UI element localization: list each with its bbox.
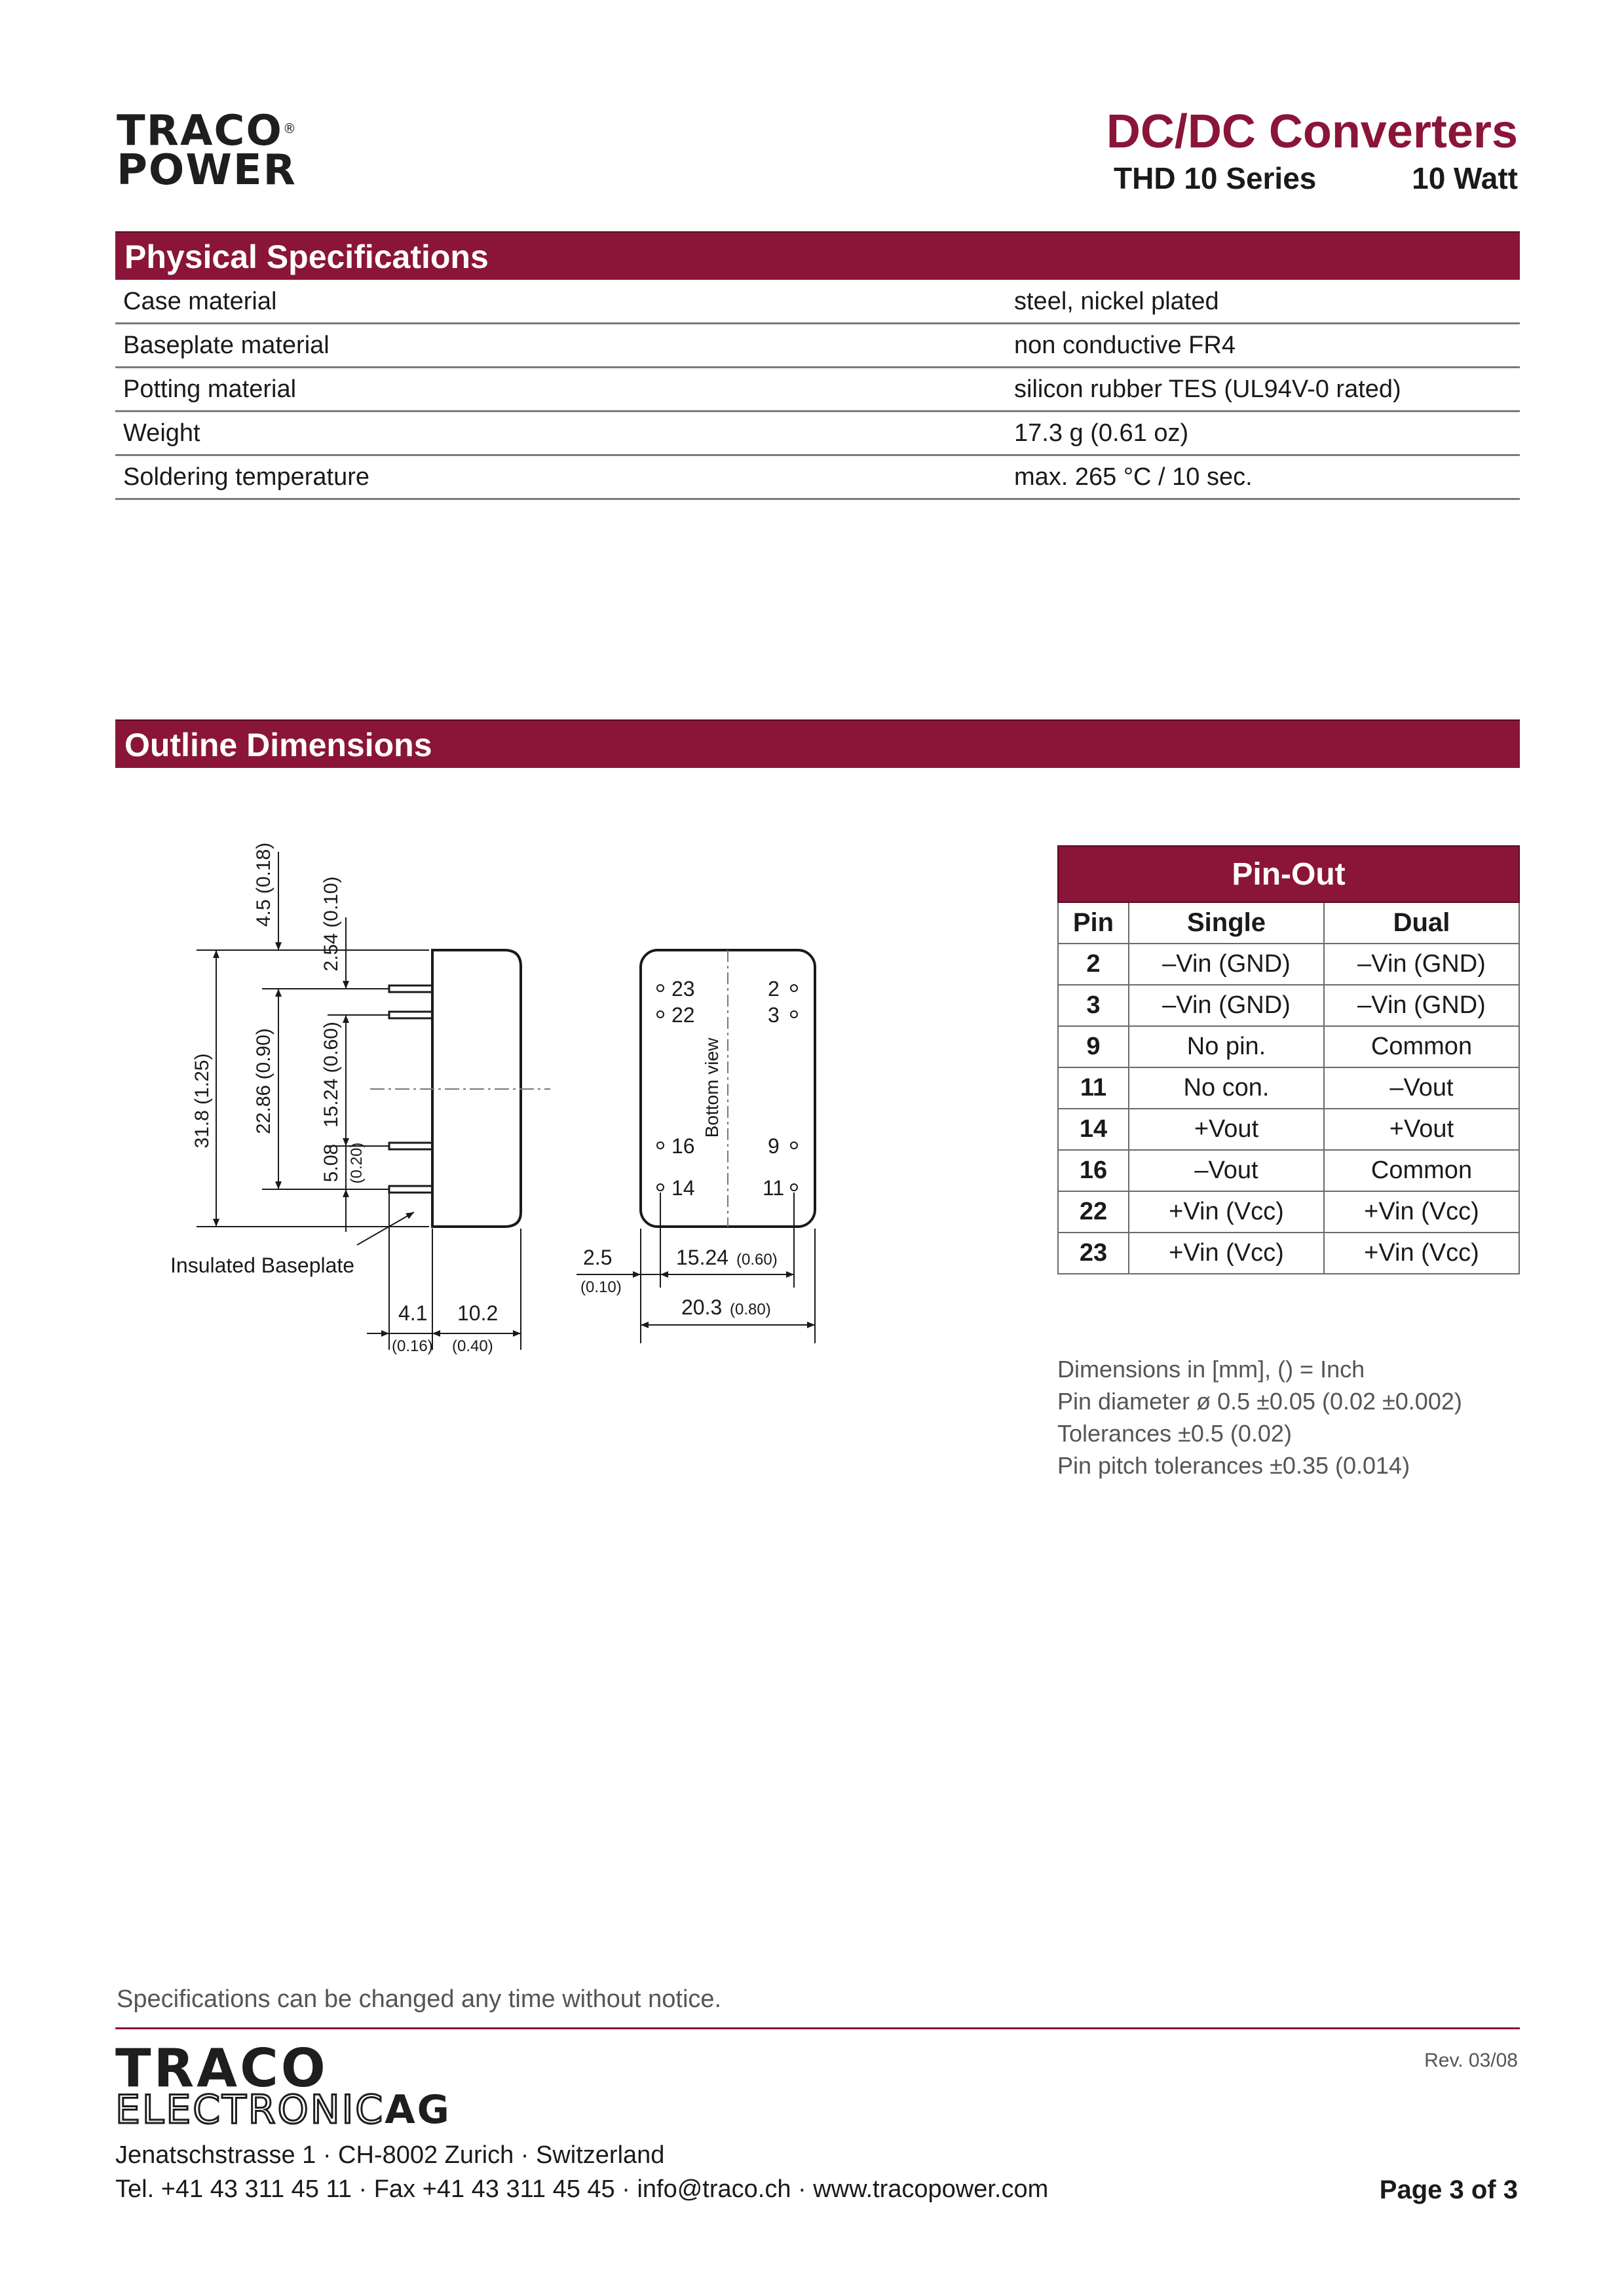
pinout-dual: Common [1324,1150,1519,1191]
pinout-col-pin: Pin [1058,902,1129,944]
pinout-single: –Vin (GND) [1129,985,1324,1026]
pinout-heading: Pin-Out [1058,846,1519,902]
pinout-panel [1057,845,1520,1274]
revision: Rev. 03/08 [1424,2050,1518,2071]
spec-value: steel, nickel plated [1006,280,1520,324]
note-line: Dimensions in [mm], () = Inch [1057,1356,1365,1383]
pinout-pin: 23 [1058,1233,1129,1274]
dim-22-86: 22.86 (0.90) [253,1028,274,1134]
dim-2-5-in: (0.10) [580,1278,622,1296]
disclaimer: Specifications can be changed any time without notice. [117,1985,722,2013]
dim-10-2-in: (0.40) [452,1337,493,1355]
insulated-baseplate-label: Insulated Baseplate [170,1253,355,1277]
pin-label-3: 3 [768,1003,780,1027]
pinout-single: +Vin (Vcc) [1129,1191,1324,1233]
dim-5-08: 5.08 [320,1143,342,1183]
dim-15-24-v: 15.24 (0.60) [320,1022,342,1128]
pinout-dual: –Vout [1324,1067,1519,1109]
dim-2-5: 2.5 [583,1246,613,1269]
pinout-pin: 14 [1058,1109,1129,1150]
dim-15-24-h-in: (0.60) [736,1251,778,1269]
outline-dimensions-heading: Outline Dimensions [115,719,1520,768]
outline-drawing [0,0,917,1409]
dim-5-08-in: (0.20) [348,1142,366,1184]
pinout-pin: 22 [1058,1191,1129,1233]
pinout-dual: –Vin (GND) [1324,985,1519,1026]
pinout-pin: 2 [1058,944,1129,985]
pinout-single: +Vin (Vcc) [1129,1233,1324,1274]
page-title: DC/DC Converters [1106,105,1518,158]
pin-label-22: 22 [671,1003,695,1027]
dim-31-8: 31.8 (1.25) [191,1053,213,1149]
pin-label-14: 14 [671,1176,695,1200]
pinout-single: No con. [1129,1067,1324,1109]
pinout-pin: 3 [1058,985,1129,1026]
pinout-dual: +Vout [1324,1109,1519,1150]
pinout-row [1058,1026,1519,1067]
pinout-table [1057,845,1520,1274]
pinout-row [1058,1150,1519,1191]
spec-label: Case material [115,280,1006,324]
pinout-dual: +Vin (Vcc) [1324,1191,1519,1233]
page-number: Page 3 of 3 [1379,2175,1518,2204]
pinout-dual: Common [1324,1026,1519,1067]
pinout-dual: –Vin (GND) [1324,944,1519,985]
dim-4-1-in: (0.16) [392,1337,433,1355]
spec-label: Soldering temperature [115,455,1006,499]
bottom-view-label: Bottom view [702,1037,722,1138]
pinout-row [1058,944,1519,985]
logo-ag: AG [385,2087,451,2133]
dim-10-2: 10.2 [457,1301,499,1325]
pin-label-11: 11 [763,1176,785,1200]
logo-line1: TRACO [117,107,283,155]
pinout-dual: +Vin (Vcc) [1324,1233,1519,1274]
pinout-pin: 11 [1058,1067,1129,1109]
spec-label: Weight [115,411,1006,455]
pinout-row [1058,1191,1519,1233]
dim-20-3-in: (0.80) [730,1301,771,1318]
traco-electronic-logo-line2 [115,2087,451,2133]
pin-label-16: 16 [671,1134,695,1158]
pin-label-23: 23 [671,977,695,1001]
pinout-single: –Vout [1129,1150,1324,1191]
power-rating: 10 Watt [1412,161,1518,195]
series-name: THD 10 Series [1114,161,1317,195]
physical-specs-heading: Physical Specifications [115,231,1520,280]
dimension-notes [1057,1353,1462,1482]
pinout-single: +Vout [1129,1109,1324,1150]
pinout-pin: 16 [1058,1150,1129,1191]
pinout-row [1058,985,1519,1026]
traco-electronic-logo-line1: TRACO [115,2038,328,2099]
dim-2-54: 2.54 (0.10) [320,876,342,972]
dim-4-1: 4.1 [398,1301,428,1325]
pinout-col-single: Single [1129,902,1324,944]
address: Jenatschstrasse 1 · CH-8002 Zurich · Switzerland [115,2141,665,2169]
spec-value: silicon rubber TES (UL94V-0 rated) [1006,368,1520,411]
spec-label: Potting material [115,368,1006,411]
spec-value: 17.3 g (0.61 oz) [1006,411,1520,455]
footer-divider [115,2027,1520,2029]
logo-line2: POWER [117,146,297,195]
pin-label-2: 2 [768,977,780,1001]
pinout-pin: 9 [1058,1026,1129,1067]
logo-electronic: ELECTRONIC [115,2087,385,2133]
pinout-row [1058,1233,1519,1274]
spec-value: non conductive FR4 [1006,324,1520,368]
pin-label-9: 9 [768,1134,780,1158]
registered-mark: ® [282,121,297,136]
spec-label: Baseplate material [115,324,1006,368]
contact-line: Tel. +41 43 311 45 11 · Fax +41 43 311 45 45 · info@traco.ch · www.tracopower.com [115,2175,1049,2203]
pinout-single: No pin. [1129,1026,1324,1067]
pinout-row [1058,1109,1519,1150]
note-line: Tolerances ±0.5 (0.02) [1057,1420,1292,1447]
dim-4-5: 4.5 (0.18) [253,842,274,927]
note-line: Pin diameter ø 0.5 ±0.05 (0.02 ±0.002) [1057,1388,1462,1415]
note-line: Pin pitch tolerances ±0.35 (0.014) [1057,1452,1410,1479]
pinout-single: –Vin (GND) [1129,944,1324,985]
pinout-col-dual: Dual [1324,902,1519,944]
dim-20-3: 20.3 [681,1295,723,1319]
dim-15-24-h: 15.24 [676,1246,729,1269]
spec-value: max. 265 °C / 10 sec. [1006,455,1520,499]
pinout-row [1058,1067,1519,1109]
